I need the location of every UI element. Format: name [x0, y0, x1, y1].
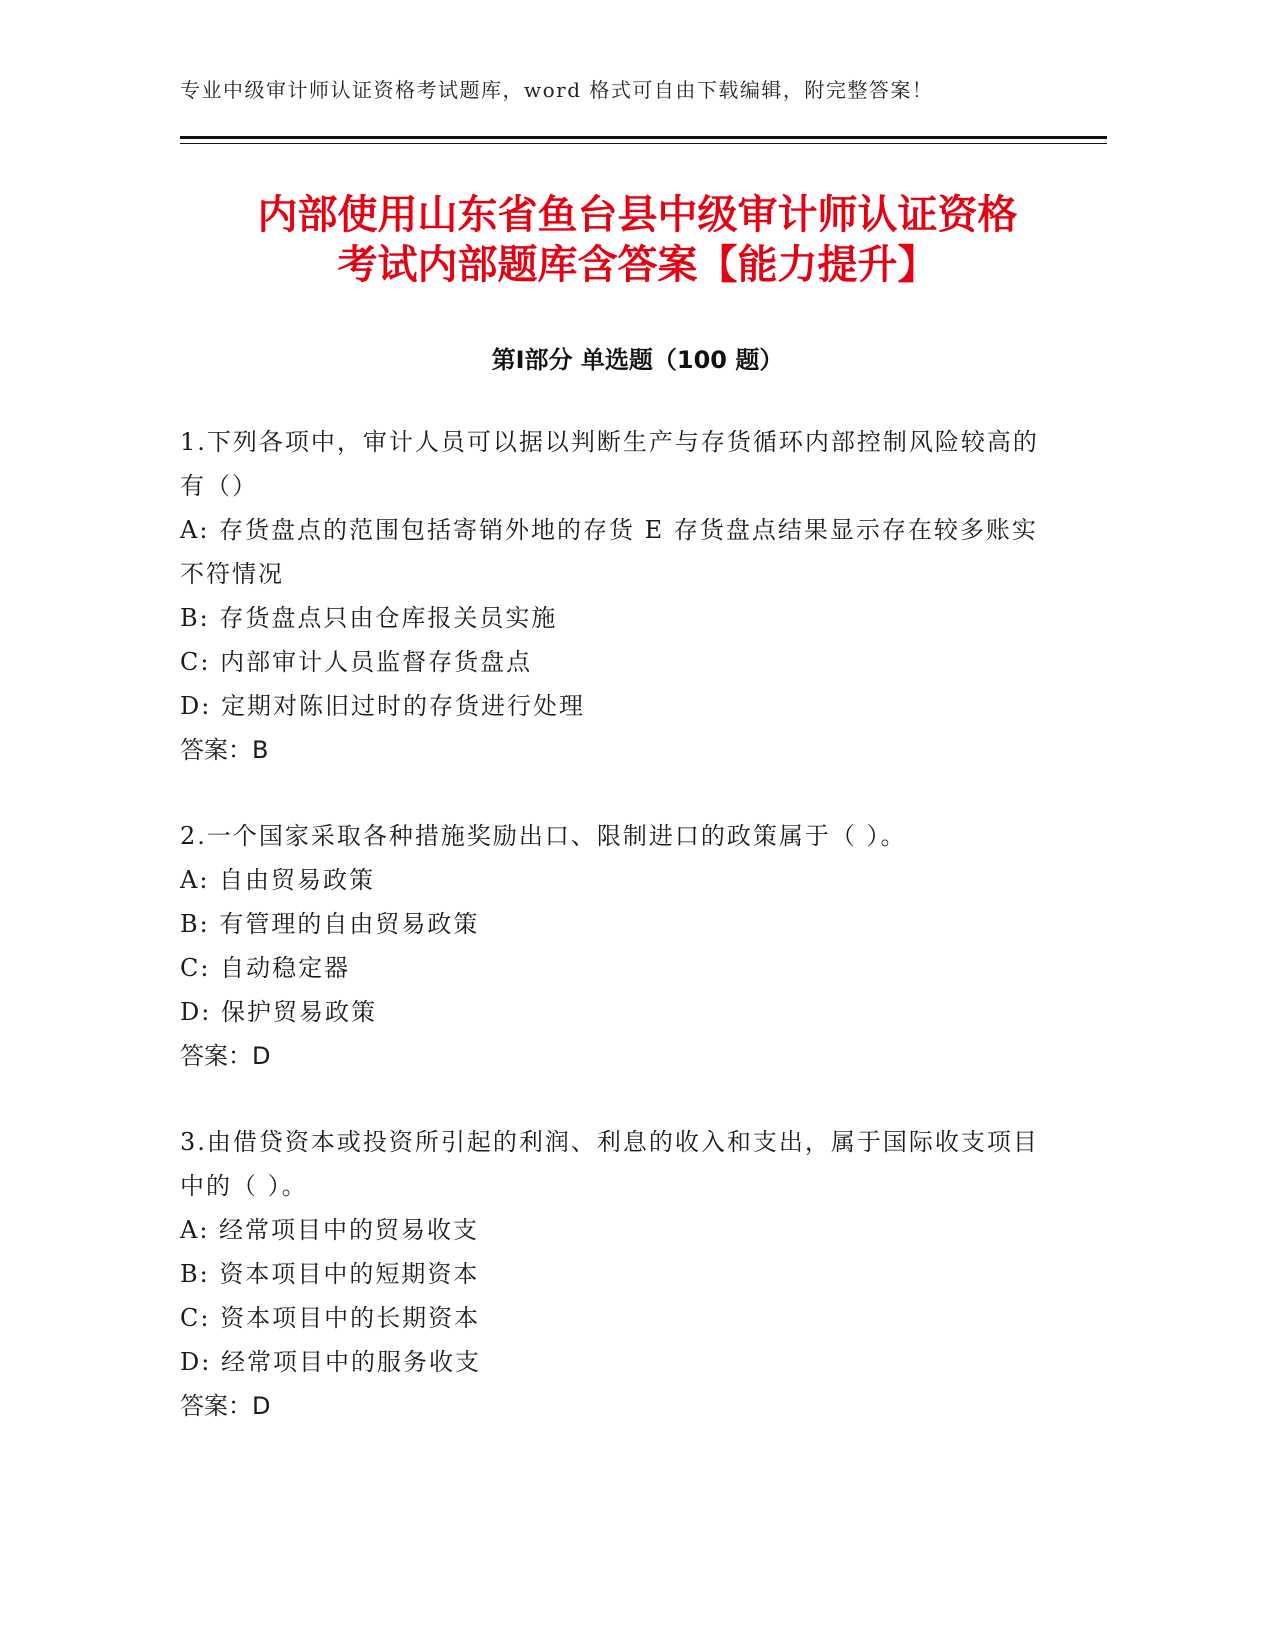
- answer: 答案：D: [180, 1042, 271, 1070]
- document-title: [150, 190, 1125, 290]
- option-c: C: 自动稳定器: [180, 954, 351, 982]
- header-note: 专业中级审计师认证资格考试题库，word 格式可自由下载编辑，附完整答案！: [180, 78, 934, 102]
- question-stem: 1.下列各项中，审计人员可以据以判断生产与存货循环内部控制风险较高的有（）: [180, 428, 1039, 500]
- option-c: C: 内部审计人员监督存货盘点: [180, 648, 533, 676]
- question-stem: 2.一个国家采取各种措施奖励出口、限制进口的政策属于（ ）。: [180, 822, 907, 850]
- question-3: [180, 1120, 1040, 1428]
- option-a: A: 自由贸易政策: [180, 866, 376, 894]
- question-1: [180, 420, 1040, 772]
- option-a: A: 存货盘点的范围包括寄销外地的存货 E 存货盘点结果显示存在较多账实不符情况: [180, 516, 1038, 588]
- header-rule-thick: [180, 136, 1107, 139]
- question-stem: 3.由借贷资本或投资所引起的利润、利息的收入和支出，属于国际收支项目中的（ ）。: [180, 1128, 1039, 1200]
- option-d: D: 保护贸易政策: [180, 998, 377, 1026]
- option-b: B: 存货盘点只由仓库报关员实施: [180, 604, 558, 632]
- document-title-line-1: 内部使用山东省鱼台县中级审计师认证资格: [257, 192, 1018, 238]
- option-d: D: 经常项目中的服务收支: [180, 1348, 481, 1376]
- question-list: [180, 420, 1040, 1470]
- document-title-line-2: 考试内部题库含答案【能力提升】: [337, 242, 938, 288]
- section-title: 第Ⅰ部分 单选题（100 题）: [491, 346, 784, 374]
- question-2: [180, 814, 1040, 1078]
- answer: 答案：B: [180, 736, 269, 764]
- option-a: A: 经常项目中的贸易收支: [180, 1216, 480, 1244]
- header-rule-thin: [180, 143, 1107, 144]
- option-d: D: 定期对陈旧过时的存货进行处理: [180, 692, 585, 720]
- option-b: B: 有管理的自由贸易政策: [180, 910, 480, 938]
- option-c: C: 资本项目中的长期资本: [180, 1304, 481, 1332]
- option-b: B: 资本项目中的短期资本: [180, 1260, 480, 1288]
- answer: 答案：D: [180, 1392, 271, 1420]
